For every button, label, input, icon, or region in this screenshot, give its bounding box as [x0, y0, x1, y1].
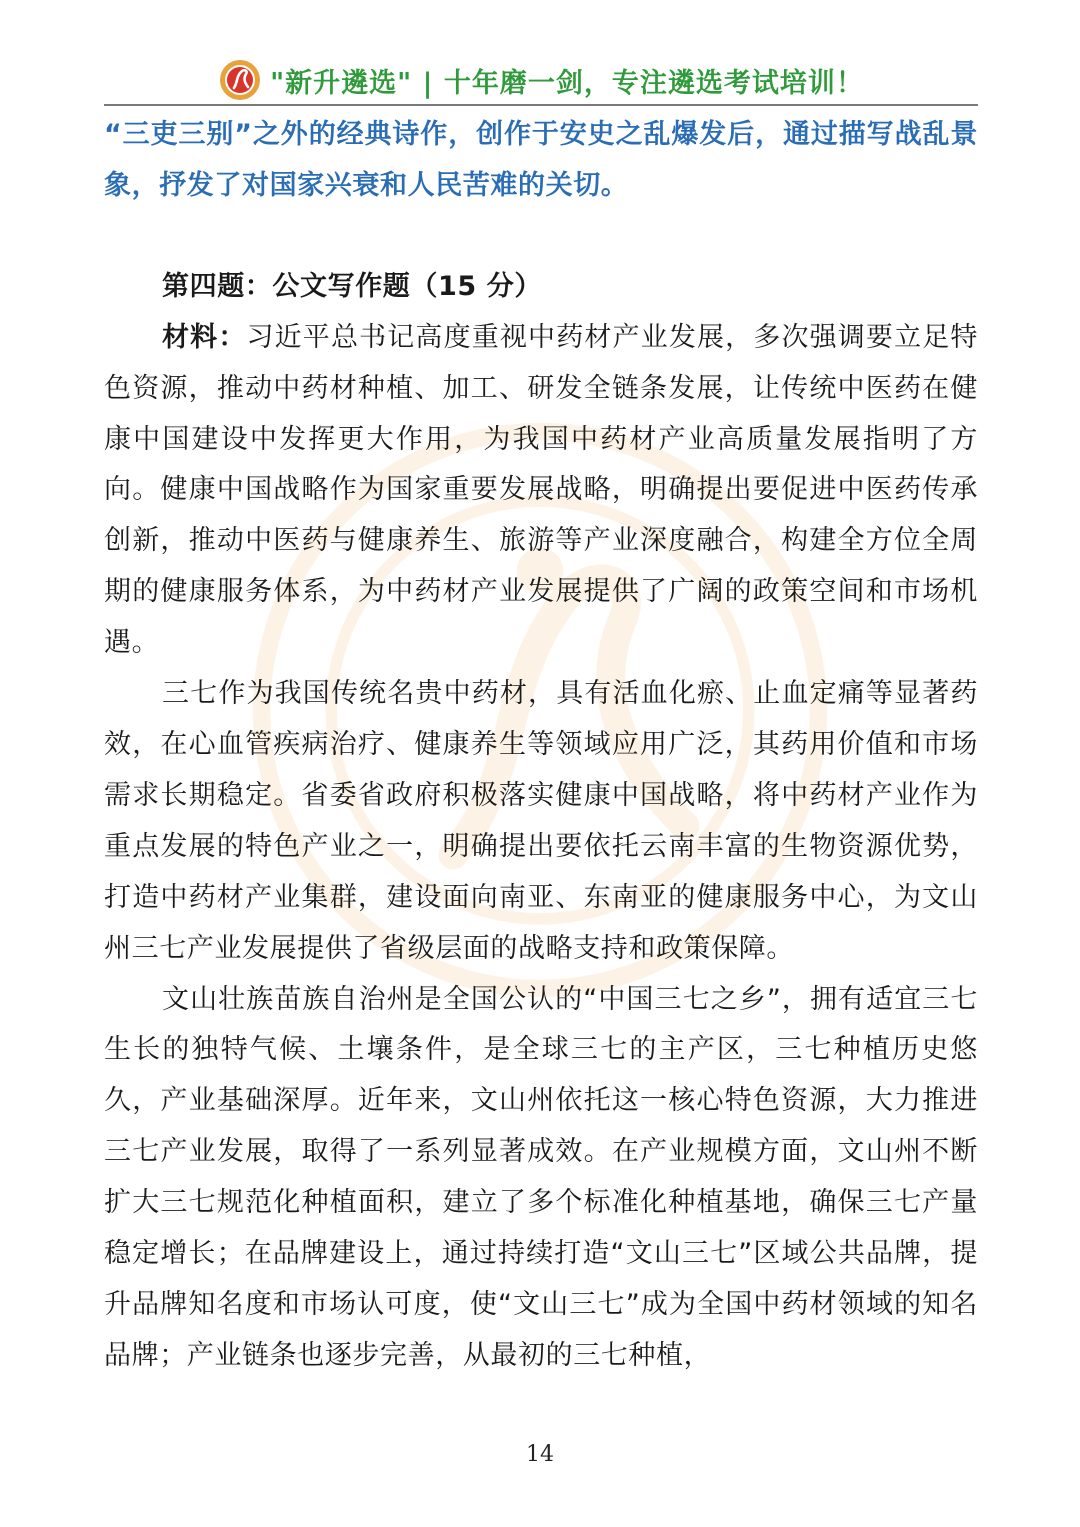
- brand-logo-icon: [218, 58, 262, 102]
- material-paragraph-1: [104, 313, 978, 669]
- document-body: [104, 110, 978, 1382]
- header-divider: [104, 104, 978, 106]
- page-number: 14: [526, 1442, 554, 1467]
- spacer: [104, 212, 978, 262]
- question-title: 第四题：公文写作题（15 分）: [162, 270, 542, 302]
- material-paragraph-2: 三七作为我国传统名贵中药材，具有活血化瘀、止血定痛等显著药效，在心血管疾病治疗、健康养生等领域应用广泛，其药用价值和市场需求长期稳定。省委省政府积极落实健康中国战略，将中药材产业作为重点发展的特色产业之一，明确提出要依托云南丰富的生物资源优势，打造中药材产业集群，建设面向南亚、东南亚的健康服务中心，为文山州三七产业发展提供了省级层面的战略支持和政策保障。: [104, 678, 978, 964]
- page-header: [104, 54, 978, 106]
- intro-paragraph: “三吏三别”之外的经典诗作，创作于安史之乱爆发后，通过描写战乱景象，抒发了对国家兴衰和人民苦难的关切。: [104, 119, 978, 201]
- header-slogan: "新升遴选" | 十年磨一剑，专注遴选考试培训！: [270, 67, 864, 99]
- material-paragraph-1-text: 习近平总书记高度重视中药材产业发展，多次强调要立足特色资源，推动中药材种植、加工、研发全链条发展，让传统中医药在健康中国建设中发挥更大作用，为我国中药材产业高质量发展指明了方向。健康中国战略作为国家重要发展战略，明确提出要促进中医药传承创新，推动中医药与健康养生、旅游等产业深度融合，构建全方位全周期的健康服务体系，为中药材产业发展提供了广阔的政策空间和市场机遇。: [104, 321, 978, 659]
- material-paragraph-3: 文山壮族苗族自治州是全国公认的“中国三七之乡”，拥有适宜三七生长的独特气候、土壤条件，是全球三七的主产区，三七种植历史悠久，产业基础深厚。近年来，文山州依托这一核心特色资源，大力推进三七产业发展，取得了一系列显著成效。在产业规模方面，文山州不断扩大三七规范化种植面积，建立了多个标准化种植基地，确保三七产量稳定增长；在品牌建设上，通过持续打造“文山三七”区域公共品牌，提升品牌知名度和市场认可度，使“文山三七”成为全国中药材领域的知名品牌；产业链条也逐步完善，从最初的三七种植，: [104, 983, 978, 1371]
- material-label: 材料：: [162, 321, 247, 353]
